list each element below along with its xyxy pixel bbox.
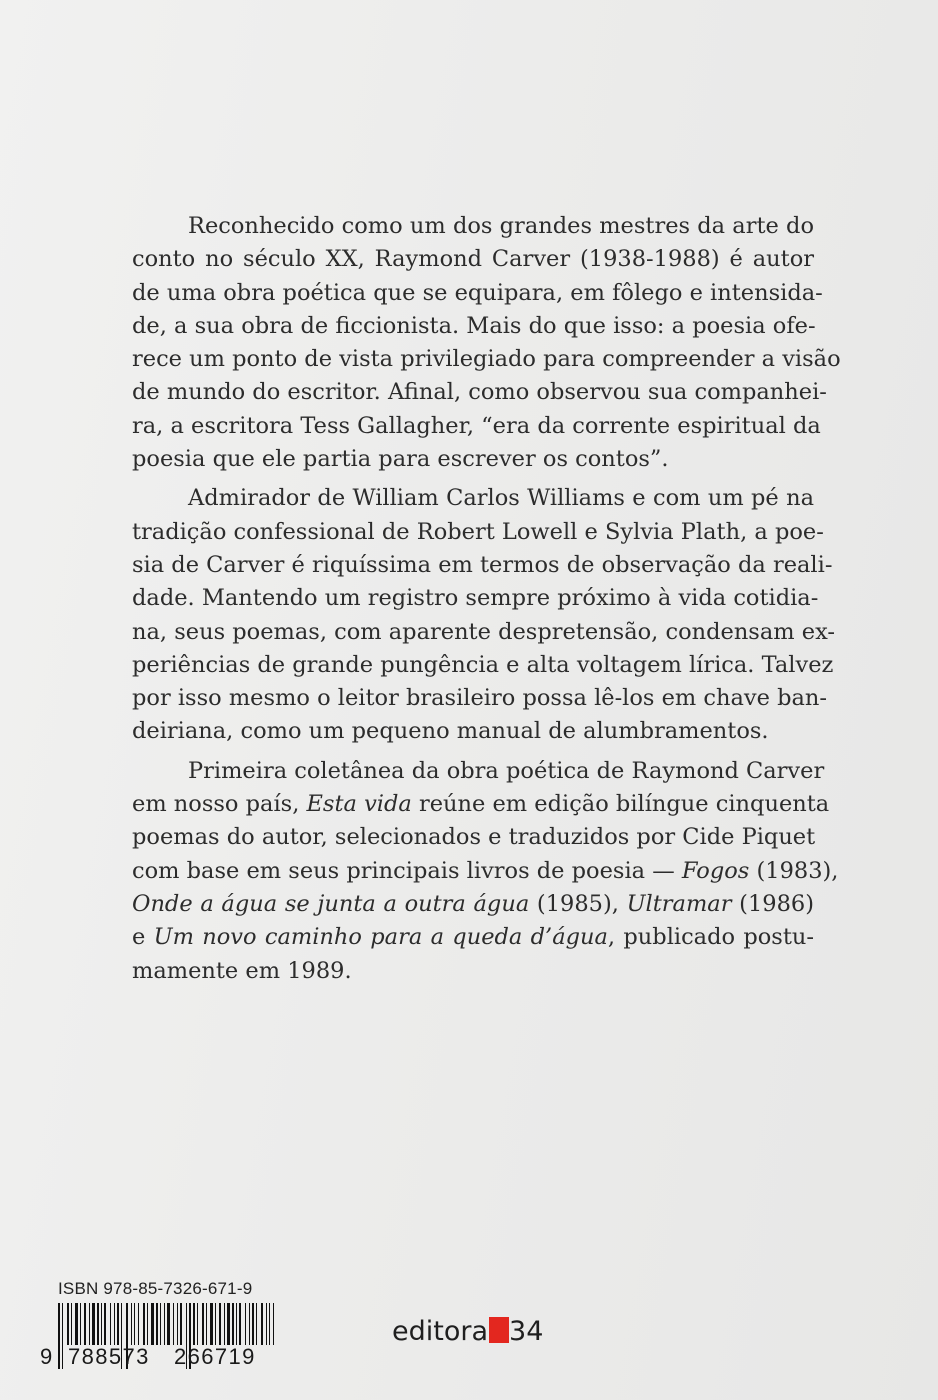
text-line: rece um ponto de vista privilegiado para compreender a visão [132,346,841,373]
paragraph-1 [132,210,841,476]
barcode-bar [131,1303,132,1345]
text-line [132,855,839,888]
back-cover-text [132,210,841,994]
barcode-bar [249,1303,250,1345]
publisher-number: 34 [509,1316,544,1347]
barcode-digits [40,1344,286,1372]
barcode-bar [206,1303,207,1345]
barcode-bar [273,1303,274,1345]
barcode-bar [71,1303,72,1345]
barcode-bar [151,1303,154,1345]
barcode-bar [239,1303,241,1345]
barcode-bar [269,1303,270,1345]
barcode-bar [173,1303,174,1345]
text-line: por isso mesmo o leitor brasileiro possa lê-los em chave ban- [132,685,828,712]
barcode-bar [160,1303,161,1345]
barcode-bar [75,1303,78,1345]
barcode-bar [202,1303,204,1345]
barcode-bar [84,1303,86,1345]
barcode-bar [138,1303,139,1345]
barcode-bar [261,1303,263,1345]
barcode-bar [67,1303,69,1345]
text-segment: reúne em edição bilíngue cinquenta [411,791,830,818]
text-line [132,888,814,921]
text-line: sia de Carver é riquíssima em termos de observação da reali- [132,551,833,578]
text-line [132,921,814,954]
barcode-bar [89,1303,90,1345]
text-segment: com base em seus principais livros de poesia — [132,857,682,884]
barcode-bar [97,1303,99,1345]
barcode-bar [134,1303,135,1345]
publisher-logo [392,1316,543,1347]
barcode-bar [210,1303,213,1345]
barcode-bar [266,1303,267,1345]
barcode-bar [236,1303,237,1345]
text-segment: (1986) [731,890,814,917]
barcode-bar [101,1303,102,1345]
text-line: Admirador de William Carlos Williams e com um pé na [188,485,814,512]
barcode-bar [252,1303,254,1345]
publisher-name: editora [392,1316,489,1347]
barcode-bar [143,1303,145,1345]
barcode-bar [180,1303,182,1345]
text-segment: (1985), [529,890,627,917]
barcode-bar [147,1303,148,1345]
barcode-bar [224,1303,225,1345]
text-line: Reconhecido como um dos grandes mestres da arte do [188,213,814,239]
barcode-digits-group-2: 266719 [174,1344,256,1369]
book-title: Esta vida [306,791,412,818]
barcode-bar [110,1303,111,1345]
barcode-bar [197,1303,198,1345]
text-line: periências de grande pungência e alta voltagem lírica. Talvez [132,651,834,678]
barcode-bar [156,1303,158,1345]
text-line: tradição confessional de Robert Lowell e Sylvia Plath, a poe- [132,518,824,545]
barcode-bar [219,1303,221,1345]
barcode-bar [114,1303,115,1345]
isbn-label: ISBN 978-85-7326-671-9 [58,1279,253,1298]
text-segment: em nosso país, [132,791,307,818]
barcode-digits-group-1: 788573 [68,1344,150,1369]
barcode-bar [80,1303,81,1345]
text-segment: , publicado postu- [607,924,814,951]
text-line: de mundo do escritor. Afinal, como observou sua companhei- [132,379,827,406]
barcode-bar [167,1303,170,1345]
text-line: conto no século XX, Raymond Carver (1938-1988) é autor [132,246,814,273]
text-line: poesia que ele partia para escrever os contos”. [132,446,669,473]
barcode-digit-first: 9 [40,1344,54,1369]
text-segment: e [132,924,154,951]
text-segment: (1983), [749,857,839,884]
barcode-bar [232,1303,234,1345]
text-line: dade. Mantendo um registro sempre próximo à vida cotidia- [132,585,819,612]
text-line: Primeira coletânea da obra poética de Raymond Carver [188,757,825,784]
barcode-bar [104,1303,106,1345]
barcode-bar [177,1303,178,1345]
book-title: Ultramar [626,890,732,917]
barcode-bar [164,1303,165,1345]
paragraph-2 [132,482,835,748]
barcode-bar [117,1303,119,1345]
book-title: Fogos [681,857,750,884]
paragraph-3 [132,755,839,988]
text-line: deiriana, como um pequeno manual de alumbramentos. [132,718,769,745]
barcode-bar [245,1303,246,1345]
publisher-logo-square [489,1317,509,1343]
book-title: Um novo caminho para a queda d’água [153,924,608,951]
barcode-bar [256,1303,257,1345]
barcode-bar [215,1303,216,1345]
text-line [132,788,830,821]
text-line: ra, a escritora Tess Gallagher, “era da corrente espiritual da [132,412,821,439]
barcode-bar [92,1303,95,1345]
text-line: mamente em 1989. [132,957,352,984]
text-line: de, a sua obra de ficcionista. Mais do que isso: a poesia ofe- [132,312,816,339]
text-line: poemas do autor, selecionados e traduzidos por Cide Piquet [132,824,816,851]
text-line: de uma obra poética que se equipara, em fôlego e intensida- [132,279,823,306]
book-title: Onde a água se junta a outra água [132,890,530,917]
text-line: na, seus poemas, com aparente despretensão, condensam ex- [132,618,835,645]
barcode-bar [193,1303,195,1345]
barcode-bar [227,1303,230,1345]
